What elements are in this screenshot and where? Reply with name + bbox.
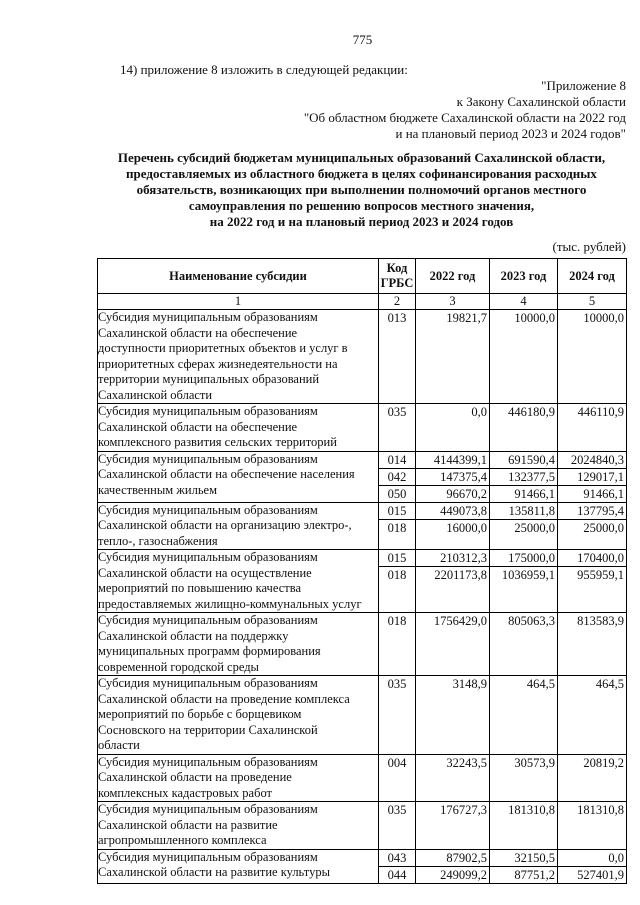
grbs-code: 013 (387, 311, 407, 325)
amount-cell-2024 (558, 802, 627, 850)
amount-cell-2023 (490, 676, 558, 755)
column-number: 1 (98, 294, 379, 310)
amount-cell-2022 (416, 676, 490, 755)
amount-2024: 813583,9 (577, 614, 624, 628)
header-year-2022: 2022 год (416, 259, 490, 294)
amount-cell-2024 (558, 502, 627, 550)
subsidy-row (98, 754, 627, 802)
grbs-code-cell (379, 849, 416, 883)
appendix-reference (97, 78, 626, 142)
amount-2024: 129017,1 (558, 469, 626, 486)
grbs-code: 035 (387, 677, 407, 691)
subsidy-row (98, 849, 627, 883)
grbs-code: 035 (387, 405, 407, 419)
amount-cell-2023 (490, 550, 558, 613)
amount-cell-2024 (558, 849, 627, 883)
amount-cell-2022 (416, 613, 490, 676)
subsidy-name: Субсидия муниципальным образованиям Сахалинской области на поддержку муниципальных программ формирования современной городской среды (98, 613, 379, 676)
amount-cell-2023 (490, 502, 558, 550)
amount-2024: 0,0 (558, 850, 626, 867)
subsidy-name: Субсидия муниципальным образованиям Сахалинской области на обеспечение комплексного развития сельских территорий (98, 404, 379, 452)
subsidy-name: Субсидия муниципальным образованиям Сахалинской области на проведение комплексных кадастровых работ (98, 754, 379, 802)
grbs-code: 043 (379, 850, 415, 867)
amount-2022: 87902,5 (416, 850, 489, 867)
amount-cell-2023 (490, 754, 558, 802)
amount-2023: 132377,5 (490, 469, 557, 486)
amount-2024: 25000,0 (583, 520, 624, 535)
amount-2024: 137795,4 (558, 503, 626, 520)
amount-cell-2023 (490, 802, 558, 850)
amount-cell-2023 (490, 613, 558, 676)
amount-2023: 91466,1 (514, 486, 555, 501)
amount-2023: 87751,2 (514, 867, 555, 882)
header-subsidy-name: Наименование субсидии (98, 259, 379, 294)
page-number: 775 (352, 32, 373, 47)
amount-cell-2023 (490, 310, 558, 404)
amount-2022: 16000,0 (446, 520, 487, 535)
grbs-code: 018 (387, 568, 407, 582)
header-year-2024: 2024 год (558, 259, 627, 294)
amount-2023: 1036959,1 (501, 568, 555, 582)
subsidy-name: Субсидия муниципальным образованиям Сахалинской области на развитие агропромышленного комплекса (98, 802, 379, 850)
amount-2023: 446180,9 (508, 405, 555, 419)
amount-2024: 181310,8 (577, 803, 624, 817)
column-number: 2 (379, 294, 416, 310)
amount-cell-2023 (490, 451, 558, 502)
amount-cell-2022 (416, 502, 490, 550)
subsidy-name: Субсидия муниципальным образованиям Сахалинской области на осуществление мероприятий по повышению качества предоставляемых жилищно-коммунальных услуг (98, 550, 379, 613)
subsidy-name: Субсидия муниципальным образованиям Сахалинской области на обеспечение доступности приоритетных объектов и услуг в приоритетных сферах жизнедеятельности на территории муниципальных образований Сахалинской области (98, 310, 379, 404)
grbs-code: 015 (379, 550, 415, 567)
amount-2023: 805063,3 (508, 614, 555, 628)
amount-2024: 464,5 (595, 677, 624, 691)
column-number: 3 (416, 294, 490, 310)
header-grbs-code: Код ГРБС (379, 259, 416, 294)
subsidy-row (98, 451, 627, 502)
amount-2022: 2201173,8 (434, 568, 487, 582)
grbs-code-cell (379, 451, 416, 502)
amount-2022: 3148,9 (452, 677, 487, 691)
amount-2023: 464,5 (526, 677, 555, 691)
amount-2022: 32243,5 (446, 755, 487, 770)
amount-cell-2022 (416, 802, 490, 850)
column-number: 5 (558, 294, 627, 310)
amount-2022: 96670,2 (446, 486, 487, 501)
grbs-code: 050 (387, 486, 407, 501)
appendix-line-4: и на плановый период 2023 и 2024 годов" (395, 126, 626, 141)
amount-2022: 249099,2 (440, 867, 487, 882)
amount-cell-2022 (416, 754, 490, 802)
amount-2023: 175000,0 (490, 550, 557, 567)
subsidy-row (98, 310, 627, 404)
subsidy-name: Субсидия муниципальным образованиям Сахалинской области на развитие культуры (98, 849, 379, 883)
amount-2023: 135811,8 (490, 503, 557, 520)
grbs-code: 015 (379, 503, 415, 520)
grbs-code-cell (379, 310, 416, 404)
amount-2022: 1756429,0 (433, 614, 487, 628)
subsidy-row (98, 550, 627, 613)
amount-2023: 691590,4 (490, 452, 557, 469)
grbs-code: 014 (379, 452, 415, 469)
amount-2022: 176727,3 (440, 803, 487, 817)
grbs-code-cell (379, 613, 416, 676)
amount-cell-2022 (416, 404, 490, 452)
amount-cell-2023 (490, 404, 558, 452)
amount-cell-2022 (416, 550, 490, 613)
amount-2023: 10000,0 (514, 311, 555, 325)
amount-cell-2024 (558, 754, 627, 802)
column-number: 4 (490, 294, 558, 310)
amount-2022: 4144399,1 (416, 452, 489, 469)
appendix-line-2: к Закону Сахалинской области (456, 94, 626, 109)
amount-2024: 527401,9 (577, 867, 624, 882)
appendix-line-1: "Приложение 8 (541, 78, 626, 93)
amount-cell-2024 (558, 451, 627, 502)
intro-text: 14) приложение 8 изложить в следующей редакции: (120, 62, 408, 77)
amount-2024: 20819,2 (583, 755, 624, 770)
grbs-code: 044 (387, 867, 407, 882)
amount-cell-2024 (558, 404, 627, 452)
grbs-code-cell (379, 802, 416, 850)
grbs-code-cell (379, 550, 416, 613)
amount-2024: 2024840,3 (558, 452, 626, 469)
amount-2022: 210312,3 (416, 550, 489, 567)
amount-2022: 147375,4 (416, 469, 489, 486)
amount-cell-2022 (416, 451, 490, 502)
amount-cell-2024 (558, 613, 627, 676)
subsidies-table (97, 258, 627, 884)
subsidy-name: Субсидия муниципальным образованиям Сахалинской области на организацию электро-, тепло-, газоснабжения (98, 502, 379, 550)
appendix-line-3: "Об областном бюджете Сахалинской области на 2022 год (303, 110, 626, 125)
subsidy-name: Субсидия муниципальным образованиям Сахалинской области на проведение комплекса мероприятий по борьбе с борщевиком Сосновского на территории Сахалинской области (98, 676, 379, 755)
amount-2024: 91466,1 (583, 486, 624, 501)
amount-2024: 10000,0 (583, 311, 624, 325)
amount-2023: 32150,5 (490, 850, 557, 867)
subsidy-row (98, 802, 627, 850)
grbs-code: 042 (379, 469, 415, 486)
amount-cell-2022 (416, 310, 490, 404)
table-header-row (98, 259, 627, 294)
amount-cell-2024 (558, 550, 627, 613)
amount-2023: 30573,9 (514, 755, 555, 770)
amount-2023: 25000,0 (514, 520, 555, 535)
header-year-2023: 2023 год (490, 259, 558, 294)
grbs-code-cell (379, 404, 416, 452)
column-number-row (98, 294, 627, 310)
amount-cell-2022 (416, 849, 490, 883)
subsidy-row (98, 613, 627, 676)
amount-cell-2023 (490, 849, 558, 883)
amount-2022: 19821,7 (446, 311, 487, 325)
amount-cell-2024 (558, 676, 627, 755)
amount-cell-2024 (558, 310, 627, 404)
subsidy-row (98, 676, 627, 755)
grbs-code-cell (379, 676, 416, 755)
subsidy-name: Субсидия муниципальным образованиям Сахалинской области на обеспечение населения качественным жильем (98, 451, 379, 502)
units-label: (тыс. рублей) (552, 239, 626, 254)
amount-2022: 0,0 (471, 405, 487, 419)
grbs-code: 004 (387, 755, 407, 770)
grbs-code-cell (379, 502, 416, 550)
grbs-code: 018 (387, 520, 407, 535)
grbs-code: 035 (387, 803, 407, 817)
document-title: Перечень субсидий бюджетам муниципальных образований Сахалинской области, предоставляемых из областного бюджета в целях софинансирования расходных обязательств, возникающих при выполнении полномочий органов местного самоуправления по решению вопросов местного значения, на 2022 год и на плановый период 2023 и 2024 годов (117, 150, 606, 229)
amount-2024: 955959,1 (577, 568, 624, 582)
subsidy-row (98, 404, 627, 452)
grbs-code: 018 (387, 614, 407, 628)
grbs-code-cell (379, 754, 416, 802)
amount-2024: 170400,0 (558, 550, 626, 567)
amount-2022: 449073,8 (416, 503, 489, 520)
amount-2023: 181310,8 (508, 803, 555, 817)
subsidy-row (98, 502, 627, 550)
amount-2024: 446110,9 (577, 405, 624, 419)
table-body (98, 310, 627, 884)
